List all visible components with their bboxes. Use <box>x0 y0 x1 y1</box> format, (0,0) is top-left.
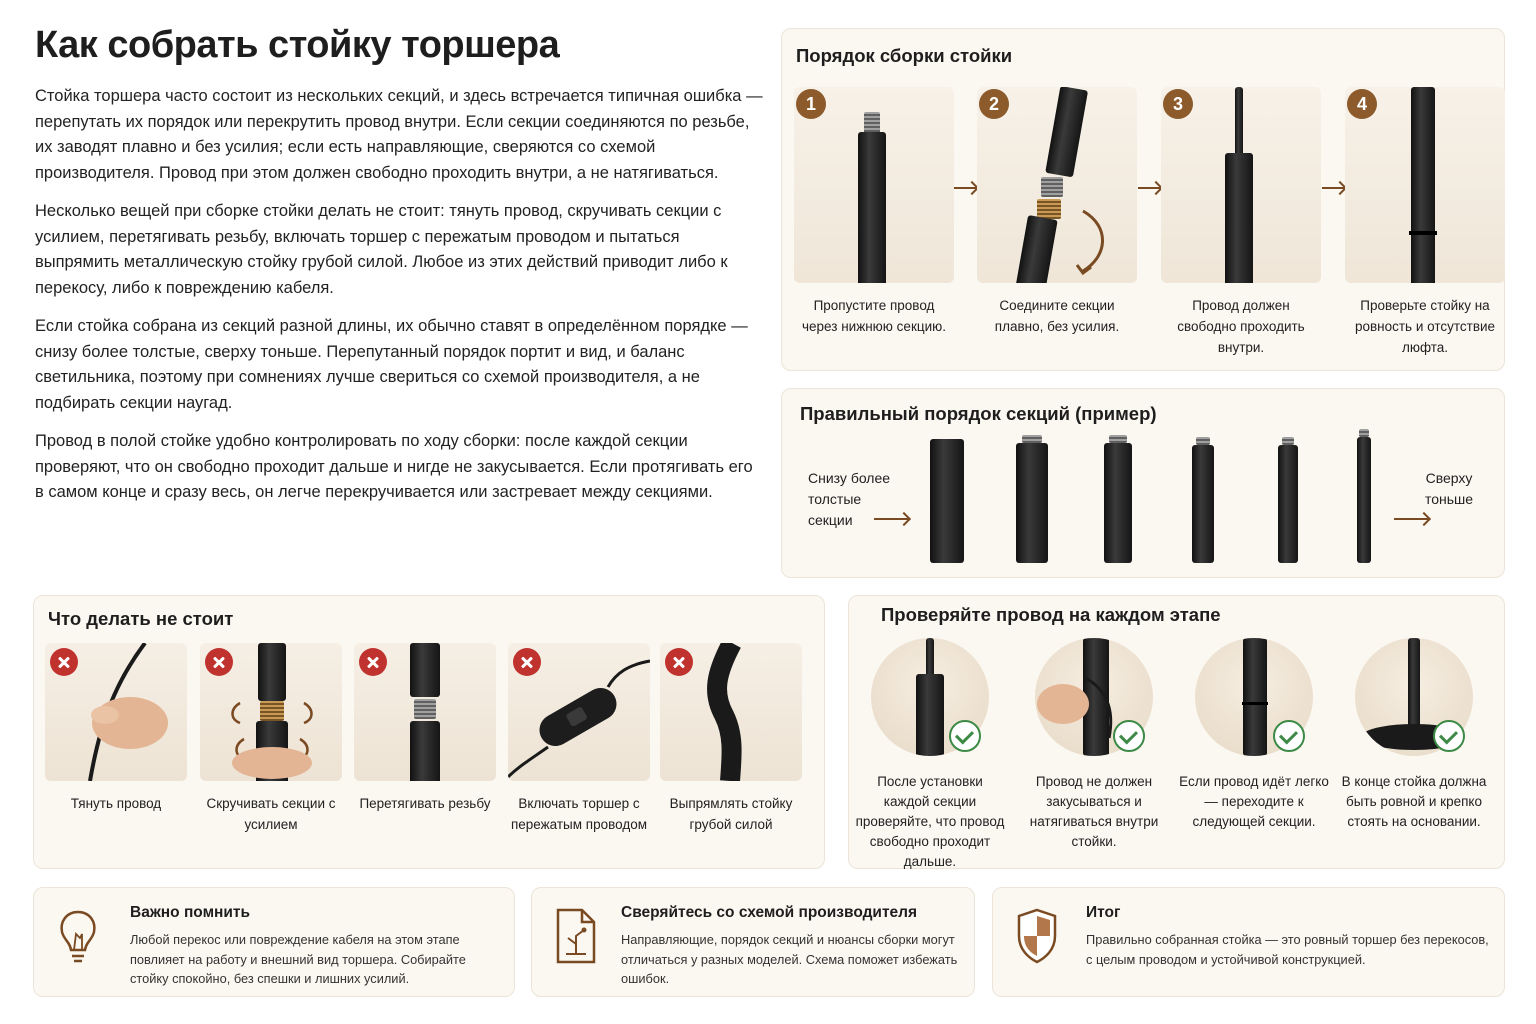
dont-2 <box>200 643 342 835</box>
dont-5-caption: Выпрямлять стойку грубой силой <box>669 796 793 832</box>
dont-2-caption: Скручивать секции с усилием <box>206 796 336 832</box>
intro-paragraph-3: Если стойка собрана из секций разной длины, их обычно ставят в определённом порядке — снизу более толстые, сверху тоньше. Перепутанный порядок портит и вид, и баланс светильника, поэтому при сомнениях лучше свериться со схемой производителя, а не подбирать секции наугад. <box>35 317 748 412</box>
step-1 <box>794 87 954 337</box>
error-x-icon <box>665 648 693 676</box>
summary-title: Итог <box>1086 904 1121 921</box>
step-3-image <box>1161 87 1321 283</box>
page-title: Как собрать стойку торшера <box>35 24 560 66</box>
order-title: Правильный порядок секций (пример) <box>800 403 1157 424</box>
overtightening-thread-image <box>354 643 496 781</box>
check-icon <box>1273 720 1305 752</box>
dont-3-caption: Перетягивать резьбу <box>359 796 491 811</box>
steps-title: Порядок сборки стойки <box>796 45 1013 66</box>
check-1-caption: После установки каждой секции проверяйте, что провод свободно проходит дальше. <box>855 774 1005 869</box>
lightbulb-icon <box>54 906 102 966</box>
cable-check-card <box>848 595 1505 869</box>
dont-4 <box>508 643 650 835</box>
step-2-caption: Соедините секции плавно, без усилия. <box>994 298 1120 334</box>
check-1 <box>855 638 1005 872</box>
check-icon <box>949 720 981 752</box>
assembly-steps-card <box>781 28 1505 371</box>
section-6 <box>1357 437 1371 563</box>
step-2 <box>977 87 1137 337</box>
error-x-icon <box>513 648 541 676</box>
arrow-right-icon <box>874 518 908 520</box>
pulling-cable-image <box>45 643 187 781</box>
twisting-sections-image <box>200 643 342 781</box>
error-x-icon <box>205 648 233 676</box>
section-4 <box>1192 445 1214 563</box>
step-1-caption: Пропустите провод через нижнюю секцию. <box>802 298 946 334</box>
check-3 <box>1179 638 1329 832</box>
shield-icon <box>1013 906 1061 966</box>
summary-text: Правильно собранная стойка — это ровный торшер без перекосов, с целым проводом и устойчивой конструкцией. <box>1086 932 1489 967</box>
step-3 <box>1161 87 1321 358</box>
manufacturer-scheme-card <box>531 887 975 997</box>
document-scheme-icon <box>552 906 600 966</box>
check-4 <box>1339 638 1489 832</box>
intro-paragraph-4: Провод в полой стойке удобно контролировать по ходу сборки: после каждой секции проверяют, что он свободно проходит дальше и нигде не закусывается. Если протягивать его в самом конце и сразу весь, он легче перекручивается или застревает между секциями. <box>35 432 753 501</box>
intro-paragraph-1: Стойка торшера часто состоит из нескольких секций, и здесь встречается типичная ошибка — перепутать их порядок или перекрутить провод внутри. Если секции соединяются по резьбе, их заводят плавно и без усилия; если есть направляющие, сверяются со схемой производителя. Провод при этом должен свободно проходить внутри, а не натягиваться. <box>35 87 763 182</box>
summary-card <box>992 887 1505 997</box>
arrow-right-icon <box>1138 187 1160 189</box>
dont-3 <box>354 643 496 814</box>
section-5 <box>1278 445 1298 563</box>
donts-card <box>33 595 825 869</box>
step-number: 4 <box>1347 89 1377 119</box>
section-3 <box>1104 443 1132 563</box>
check-icon <box>1113 720 1145 752</box>
arrow-right-icon <box>954 187 976 189</box>
check-2-caption: Провод не должен закусываться и натягиваться внутри стойки. <box>1029 774 1159 849</box>
step-number: 3 <box>1163 89 1193 119</box>
remember-text: Любой перекос или повреждение кабеля на этом этапе повлияет на работу и внешний вид торшера. Собирайте стойку спокойно, без спешки и лишних усилий. <box>130 932 466 986</box>
check-2 <box>1019 638 1169 852</box>
order-right-label: Сверху тоньше <box>1424 470 1474 507</box>
step-number: 2 <box>979 89 1009 119</box>
step-4-image <box>1345 87 1505 283</box>
step-2-image <box>977 87 1137 283</box>
order-left-label: Снизу более толстые секции <box>808 470 891 528</box>
error-x-icon <box>50 648 78 676</box>
dont-4-caption: Включать торшер с пережатым проводом <box>510 796 648 832</box>
step-4 <box>1345 87 1505 358</box>
checks-title: Проверяйте провод на каждом этапе <box>881 604 1221 625</box>
scheme-title: Сверяйтесь со схемой производителя <box>621 904 918 921</box>
check-3-caption: Если провод идёт легко — переходите к следующей секции. <box>1179 774 1329 829</box>
step-3-caption: Провод должен свободно проходить внутри. <box>1177 298 1305 355</box>
intro-text <box>35 84 765 519</box>
step-1-image <box>794 87 954 283</box>
dont-5 <box>660 643 802 835</box>
check-icon <box>1433 720 1465 752</box>
arrow-right-icon <box>1322 187 1344 189</box>
intro-paragraph-2: Несколько вещей при сборке стойки делать не стоит: тянуть провод, скручивать секции с усилием, перетягивать резьбу, включать торшер с пережатым проводом и пытаться выпрямить металлическую стойку грубой силой. Любое из этих действий приводит либо к перекосу, либо к повреждению кабеля. <box>35 202 728 297</box>
arrow-right-icon <box>1394 518 1428 520</box>
check-4-caption: В конце стойка должна быть ровной и крепко стоять на основании. <box>1341 774 1487 829</box>
remember-title: Важно помнить <box>130 904 251 921</box>
dont-1-caption: Тянуть провод <box>70 796 162 811</box>
dont-1 <box>45 643 187 814</box>
section-2 <box>1016 443 1048 563</box>
section-order-card <box>781 388 1505 578</box>
section-1 <box>930 439 964 563</box>
bending-stand-image <box>660 643 802 781</box>
pinched-cable-switch-image <box>508 643 650 781</box>
donts-title: Что делать не стоит <box>48 608 234 629</box>
step-number: 1 <box>796 89 826 119</box>
scheme-text: Направляющие, порядок секций и нюансы сборки могут отличаться у разных моделей. Схема поможет избежать ошибок. <box>621 932 958 986</box>
remember-card <box>33 887 515 997</box>
step-4-caption: Проверьте стойку на ровность и отсутствие люфта. <box>1354 298 1496 355</box>
error-x-icon <box>359 648 387 676</box>
